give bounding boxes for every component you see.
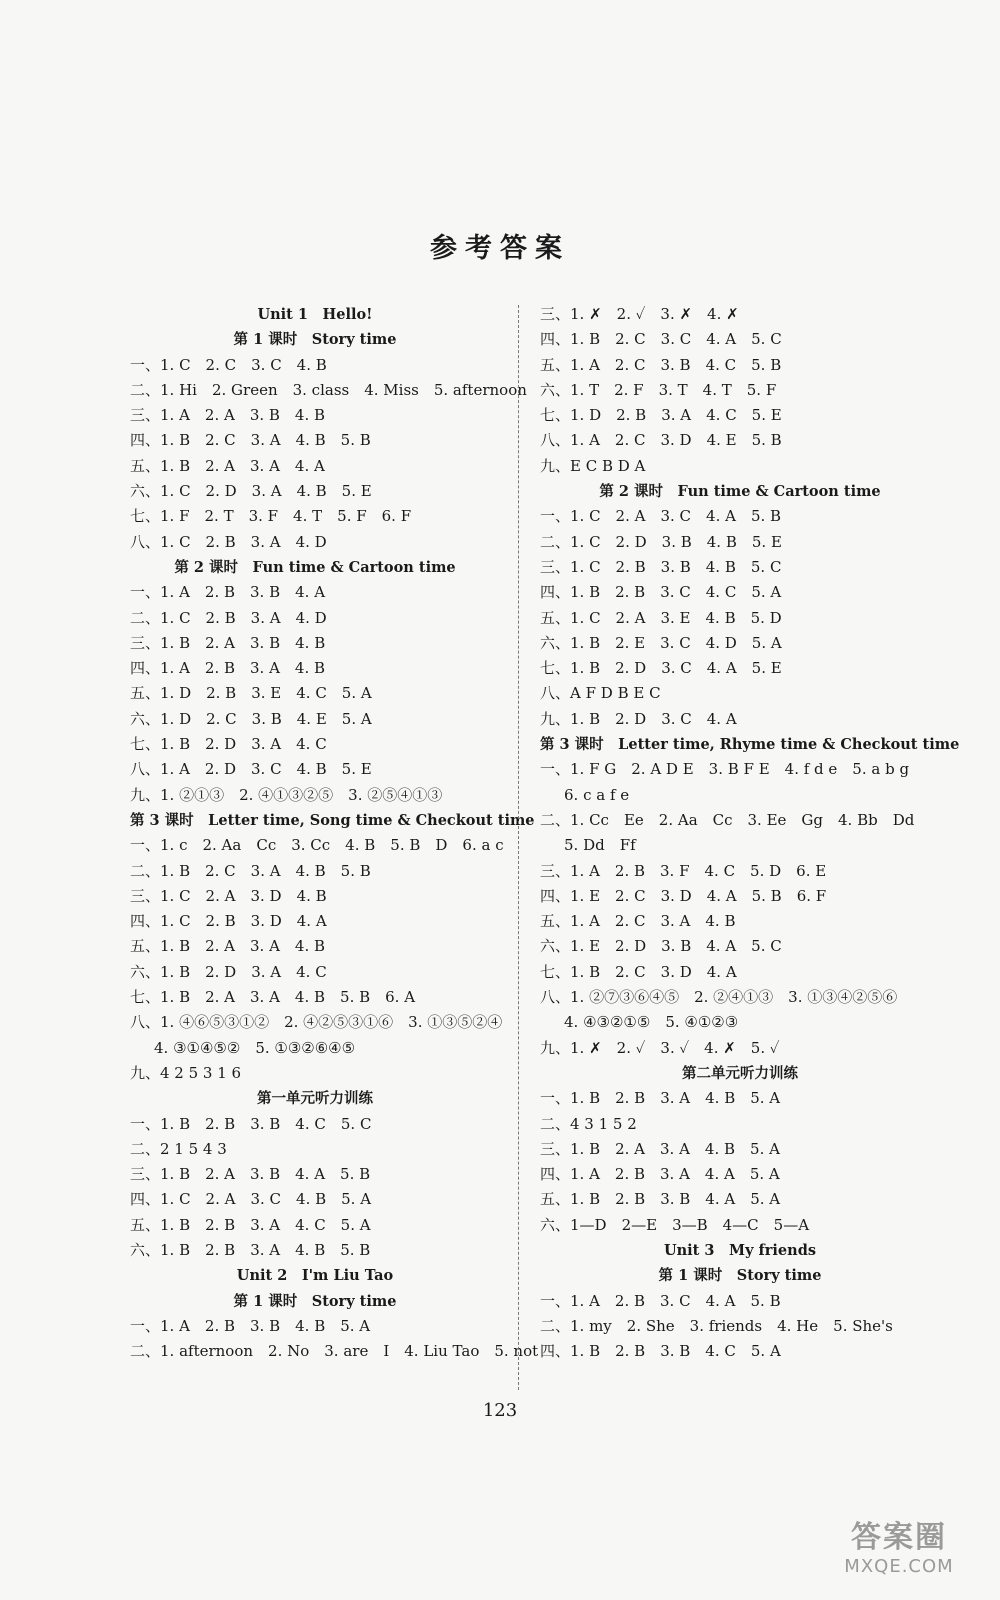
- section-heading: Unit 3 My friends: [663, 1241, 816, 1259]
- watermark-logo: [824, 1512, 974, 1582]
- watermark-url: MXQE.COM: [844, 1556, 954, 1577]
- answer-line: 四、1. B 2. B 3. B 4. C 5. A: [540, 1342, 781, 1361]
- answer-line: 4. ③①④⑤② 5. ①③②⑥④⑤: [154, 1038, 356, 1057]
- answer-line: 七、1. B 2. C 3. D 4. A: [540, 962, 737, 981]
- left-answer-column: [130, 302, 539, 1364]
- answer-line: 九、1. ✗ 2. ✓ 3. ✓ 4. ✗ 5. ✓: [540, 1038, 780, 1057]
- section-heading: 第 2 课时 Fun time & Cartoon time: [599, 483, 881, 501]
- answer-line: 四、1. B 2. B 3. C 4. C 5. A: [540, 583, 782, 602]
- answer-line: 二、1. B 2. C 3. A 4. B 5. B: [130, 861, 371, 880]
- answer-line: 四、1. C 2. A 3. C 4. B 5. A: [130, 1190, 372, 1209]
- answer-line: 二、2 1 5 4 3: [130, 1139, 227, 1158]
- section-heading: 第二单元听力训练: [682, 1064, 798, 1082]
- page-number: 123: [482, 1400, 518, 1421]
- section-heading: Unit 2 I'm Liu Tao: [236, 1267, 394, 1285]
- answer-line: 三、1. B 2. A 3. B 4. A 5. B: [130, 1165, 371, 1184]
- answer-line: 一、1. F G 2. A D E 3. B F E 4. f d e 5. a b g: [540, 760, 910, 779]
- section-heading: 第一单元听力训练: [257, 1090, 373, 1108]
- answer-line: 四、1. B 2. C 3. A 4. B 5. B: [130, 431, 371, 450]
- answer-line: 二、1. Cc Ee 2. Aa Cc 3. Ee Gg 4. Bb Dd: [540, 810, 915, 829]
- answer-line: 三、1. ✗ 2. ✓ 3. ✗ 4. ✗: [540, 305, 739, 323]
- answer-line: 四、1. C 2. B 3. D 4. A: [130, 912, 327, 931]
- answer-line: 一、1. C 2. A 3. C 4. A 5. B: [540, 507, 782, 526]
- answer-line: 一、1. C 2. C 3. C 4. B: [130, 355, 327, 374]
- answer-line: 5. Dd Ff: [564, 836, 636, 855]
- answer-line: 五、1. B 2. B 3. B 4. A 5. A: [540, 1190, 781, 1209]
- answer-line: 六、1. B 2. E 3. C 4. D 5. A: [540, 633, 782, 652]
- answer-line: 六、1. C 2. D 3. A 4. B 5. E: [130, 482, 372, 501]
- answer-line: 八、1. C 2. B 3. A 4. D: [130, 532, 327, 551]
- answer-line: 三、1. A 2. A 3. B 4. B: [130, 406, 326, 425]
- answer-line: 八、1. A 2. D 3. C 4. B 5. E: [130, 760, 372, 779]
- answer-line: 九、1. B 2. D 3. C 4. A: [540, 709, 737, 728]
- answer-line: 二、1. Hi 2. Green 3. class 4. Miss 5. afternoon: [130, 380, 527, 399]
- answer-line: 五、1. D 2. B 3. E 4. C 5. A: [130, 684, 372, 703]
- answer-line: 六、1. B 2. B 3. A 4. B 5. B: [130, 1240, 371, 1259]
- section-heading: 第 2 课时 Fun time & Cartoon time: [174, 558, 456, 576]
- answer-line: 六、1. E 2. D 3. B 4. A 5. C: [540, 937, 782, 956]
- answer-line: 二、1. C 2. D 3. B 4. B 5. E: [540, 532, 782, 551]
- answer-line: 六、1. T 2. F 3. T 4. T 5. F: [540, 380, 777, 399]
- answer-line: 三、1. A 2. B 3. F 4. C 5. D 6. E: [540, 861, 827, 880]
- answer-line: 二、1. C 2. B 3. A 4. D: [130, 608, 327, 627]
- answer-line: 一、1. c 2. Aa Cc 3. Cc 4. B 5. B D 6. a c: [130, 836, 504, 855]
- answer-line: 五、1. B 2. B 3. A 4. C 5. A: [130, 1215, 371, 1234]
- right-answer-column: [540, 302, 960, 1364]
- watermark-mark: 答案圈: [851, 1520, 947, 1555]
- answer-line: 九、1. ②①③ 2. ④①③②⑤ 3. ②⑤④①③: [130, 785, 443, 804]
- answer-line: 二、4 3 1 5 2: [540, 1114, 637, 1133]
- section-heading: 第 1 课时 Story time: [233, 1292, 397, 1310]
- answer-line: 七、1. B 2. D 3. A 4. C: [130, 735, 327, 754]
- answer-line: 四、1. A 2. B 3. A 4. B: [130, 659, 326, 678]
- answer-line: 4. ④③②①⑤ 5. ④①②③: [564, 1013, 739, 1032]
- answer-line: 四、1. B 2. C 3. C 4. A 5. C: [540, 330, 782, 349]
- answer-line: 一、1. B 2. B 3. A 4. B 5. A: [540, 1089, 781, 1108]
- page-title: 参考答案: [430, 233, 570, 264]
- section-heading: 第 1 课时 Story time: [233, 331, 397, 349]
- answer-line: 一、1. A 2. B 3. B 4. B 5. A: [130, 1316, 371, 1335]
- answer-line: 四、1. E 2. C 3. D 4. A 5. B 6. F: [540, 886, 827, 905]
- answer-line: 五、1. B 2. A 3. A 4. B: [130, 937, 326, 956]
- answer-line: 五、1. A 2. C 3. B 4. C 5. B: [540, 355, 782, 374]
- answer-line: 一、1. B 2. B 3. B 4. C 5. C: [130, 1114, 372, 1133]
- answer-line: 九、E C B D A: [540, 456, 646, 475]
- section-heading: Unit 1 Hello!: [257, 306, 373, 323]
- answer-line: 七、1. B 2. A 3. A 4. B 5. B 6. A: [130, 988, 416, 1007]
- answer-line: 五、1. C 2. A 3. E 4. B 5. D: [540, 608, 782, 627]
- section-heading: 第 3 课时 Letter time, Rhyme time & Checkout time: [540, 736, 960, 754]
- answer-line: 五、1. B 2. A 3. A 4. A: [130, 456, 325, 475]
- answer-line: 六、1—D 2—E 3—B 4—C 5—A: [540, 1215, 810, 1234]
- answer-line: 八、1. ④⑥⑤③①② 2. ④②⑤③①⑥ 3. ①③⑤②④: [130, 1013, 503, 1032]
- answer-line: 六、1. B 2. D 3. A 4. C: [130, 962, 327, 981]
- answer-line: 三、1. B 2. A 3. B 4. B: [130, 633, 326, 652]
- answer-line: 八、1. ②⑦③⑥④⑤ 2. ②④①③ 3. ①③④②⑤⑥: [540, 988, 898, 1007]
- answer-line: 一、1. A 2. B 3. B 4. A: [130, 583, 326, 602]
- section-heading: 第 1 课时 Story time: [658, 1267, 822, 1285]
- answer-line: 七、1. B 2. D 3. C 4. A 5. E: [540, 659, 782, 678]
- answer-line: 三、1. C 2. B 3. B 4. B 5. C: [540, 557, 782, 576]
- answer-line: 四、1. A 2. B 3. A 4. A 5. A: [540, 1165, 780, 1184]
- answer-line: 六、1. D 2. C 3. B 4. E 5. A: [130, 709, 372, 728]
- answer-line: 八、1. A 2. C 3. D 4. E 5. B: [540, 431, 782, 450]
- section-heading: 第 3 课时 Letter time, Song time & Checkout time: [130, 811, 535, 829]
- answer-line: 九、4 2 5 3 1 6: [130, 1063, 242, 1082]
- answer-line: 七、1. F 2. T 3. F 4. T 5. F 6. F: [130, 507, 412, 526]
- answer-line: 三、1. C 2. A 3. D 4. B: [130, 886, 327, 905]
- column-divider: [518, 305, 519, 1390]
- answer-line: 6. c a f e: [564, 785, 630, 804]
- answer-line: 八、A F D B E C: [540, 684, 661, 703]
- answer-line: 二、1. my 2. She 3. friends 4. He 5. She's: [540, 1316, 893, 1335]
- answer-line: 二、1. afternoon 2. No 3. are I 4. Liu Tao 5. not: [130, 1342, 539, 1361]
- answer-line: 五、1. A 2. C 3. A 4. B: [540, 912, 736, 931]
- answer-line: 一、1. A 2. B 3. C 4. A 5. B: [540, 1291, 781, 1310]
- answer-line: 七、1. D 2. B 3. A 4. C 5. E: [540, 406, 782, 425]
- answer-line: 三、1. B 2. A 3. A 4. B 5. A: [540, 1139, 780, 1158]
